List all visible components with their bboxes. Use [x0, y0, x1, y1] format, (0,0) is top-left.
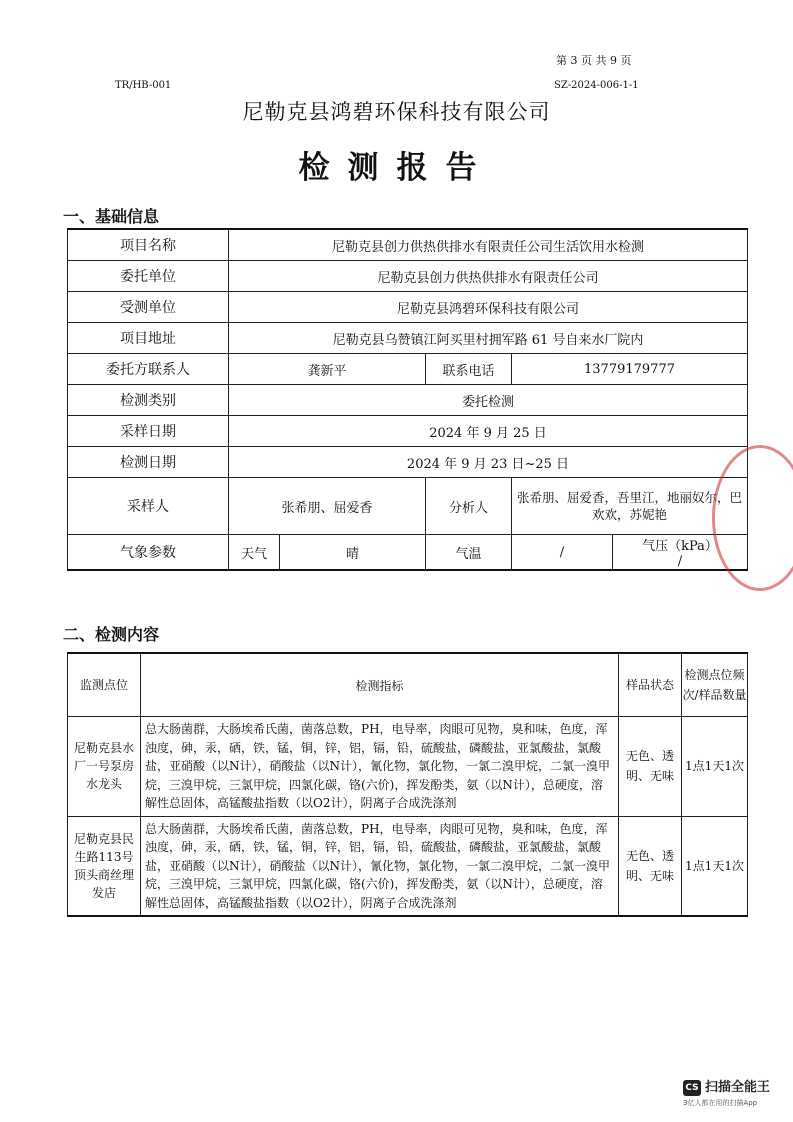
col-point-header: 监测点位 [68, 653, 141, 717]
table-row [68, 717, 748, 817]
phone-label: 联系电话 [426, 354, 512, 385]
camscanner-logo-icon: CS [683, 1080, 701, 1096]
sampler-label: 采样人 [68, 478, 229, 535]
test-content-table [67, 652, 748, 917]
col-frequency-header: 检测点位频次/样品数量 [682, 653, 748, 717]
table-row [68, 261, 748, 292]
state-cell: 无色、透明、无味 [619, 717, 682, 817]
address-value: 尼勒克县乌赞镇江阿买里村拥军路 61 号自来水厂院内 [229, 323, 748, 354]
indicators-cell: 总大肠菌群，大肠埃希氏菌，菌落总数，PH，电导率，肉眼可见物，臭和味，色度，浑浊度，砷，汞，硒，铁，锰，铜，锌，铝，镉，铅，硫酸盐，磷酸盐，亚氯酸盐，氯酸盐，亚硝酸（以N计），硝酸盐（以N计），氰化物，氯化物，一氯二溴甲烷，二氯一溴甲烷，三溴甲烷，三氯甲烷，四氯化碳，铬(六价)，挥发酚类，氨（以N计），总硬度，溶解性总固体，高锰酸盐指数（以O2计），阴离子合成洗涤剂 [141, 717, 619, 817]
contact-label: 委托方联系人 [68, 354, 229, 385]
tested-unit-value: 尼勒克县鸿碧环保科技有限公司 [229, 292, 748, 323]
project-name-value: 尼勒克县创力供热供排水有限责任公司生活饮用水检测 [229, 229, 748, 261]
scanner-name: 扫描全能王 [705, 1080, 771, 1095]
frequency-cell: 1点1天1次 [682, 816, 748, 916]
sampling-date-label: 采样日期 [68, 416, 229, 447]
temperature-key: 气温 [426, 535, 512, 571]
table-row [68, 535, 748, 571]
page-number: 第 3 页 共 9 页 [556, 54, 632, 67]
frequency-cell: 1点1天1次 [682, 717, 748, 817]
document-code: TR/HB-001 [115, 80, 172, 91]
col-state-header: 样品状态 [619, 653, 682, 717]
pressure-value: / [677, 554, 683, 569]
table-row [68, 816, 748, 916]
section-basic-info-heading: 一、基础信息 [63, 207, 160, 226]
table-row [68, 354, 748, 385]
weather-value: 晴 [280, 535, 426, 571]
point-cell: 尼勒克县民生路113号顶头商丝理发店 [68, 816, 141, 916]
address-label: 项目地址 [68, 323, 229, 354]
client-label: 委托单位 [68, 261, 229, 292]
project-name-label: 项目名称 [68, 229, 229, 261]
client-value: 尼勒克县创力供热供排水有限责任公司 [229, 261, 748, 292]
table-row [68, 292, 748, 323]
category-value: 委托检测 [229, 385, 748, 416]
section-test-content-heading: 二、检测内容 [63, 625, 160, 644]
category-label: 检测类别 [68, 385, 229, 416]
company-name: 尼勒克县鸿碧环保科技有限公司 [242, 100, 551, 124]
table-header-row [68, 653, 748, 717]
pressure-key: 气压（kPa） [642, 539, 718, 554]
analyst-value: 张希朋、屈爱香，吾里江，地丽奴尔，巴欢欢，苏妮艳 [512, 478, 748, 535]
table-row [68, 229, 748, 261]
table-row [68, 447, 748, 478]
analyst-label: 分析人 [426, 478, 512, 535]
table-row [68, 385, 748, 416]
table-row [68, 323, 748, 354]
phone-value: 13779179777 [512, 354, 748, 385]
sampling-date-value: 2024 年 9 月 25 日 [229, 416, 748, 447]
scanner-watermark [683, 1076, 770, 1096]
scanner-slogan: 3亿人都在用的扫描App [683, 1099, 758, 1107]
weather-key: 天气 [229, 535, 280, 571]
test-date-value: 2024 年 9 月 23 日~25 日 [229, 447, 748, 478]
contact-value: 龚新平 [229, 354, 426, 385]
tested-unit-label: 受测单位 [68, 292, 229, 323]
weather-label: 气象参数 [68, 535, 229, 571]
col-indicator-header: 检测指标 [141, 653, 619, 717]
table-row [68, 478, 748, 535]
table-row [68, 416, 748, 447]
sampler-value: 张希朋、屈爱香 [229, 478, 426, 535]
indicators-cell: 总大肠菌群，大肠埃希氏菌，菌落总数，PH，电导率，肉眼可见物，臭和味，色度，浑浊度，砷，汞，硒，铁，锰，铜，锌，铝，镉，铅，硫酸盐，磷酸盐，亚氯酸盐，氯酸盐，亚硝酸（以N计），硝酸盐（以N计），氰化物，氯化物，一氯二溴甲烷，二氯一溴甲烷，三溴甲烷，三氯甲烷，四氯化碳，铬(六价)，挥发酚类，氨（以N计），总硬度，溶解性总固体，高锰酸盐指数（以O2计），阴离子合成洗涤剂 [141, 816, 619, 916]
basic-info-table [67, 228, 748, 571]
state-cell: 无色、透明、无味 [619, 816, 682, 916]
temperature-value: / [512, 535, 613, 571]
test-date-label: 检测日期 [68, 447, 229, 478]
report-title: 检测报告 [298, 150, 495, 186]
report-number: SZ-2024-006-1-1 [554, 80, 639, 91]
point-cell: 尼勒克县水厂一号泵房水龙头 [68, 717, 141, 817]
